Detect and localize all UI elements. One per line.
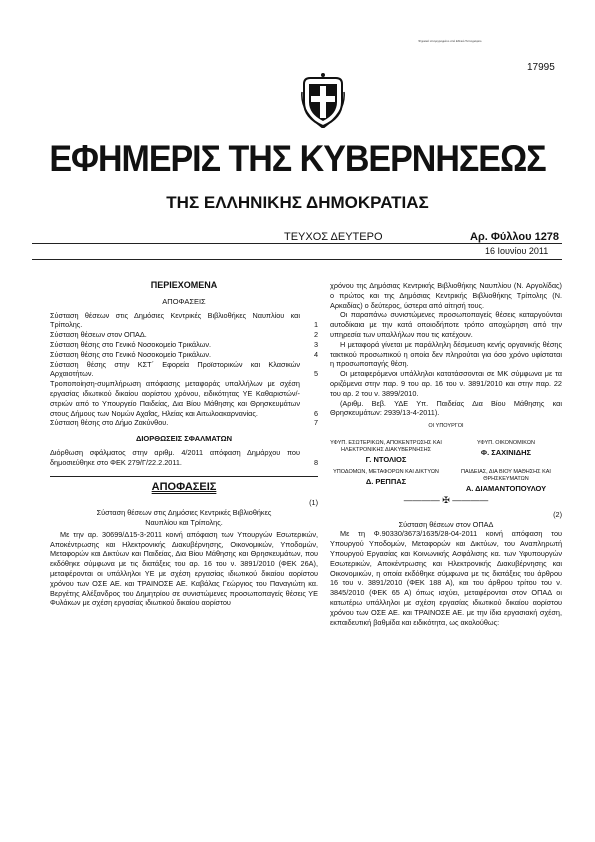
greek-coat-of-arms-icon — [300, 72, 346, 128]
toc-item-page: 4 — [313, 349, 318, 359]
signatory: ΥΦΥΠ. ΕΣΩΤΕΡΙΚΩΝ, ΑΠΟΚΕΝΤΡΩΣΗΣ ΚΑΙ ΗΛΕΚΤΡΟΝΙΚΗΣ ΔΙΑΚΥΒΕΡΝΗΣΗΣ Γ. ΝΤΟΛΙΟΣ — [330, 439, 442, 464]
right-column — [330, 281, 562, 627]
toc-item-page: 6 — [313, 408, 318, 418]
signatures — [330, 440, 562, 492]
header-divider — [32, 243, 562, 244]
toc-item-page: 5 — [313, 369, 318, 379]
decision-paragraph: Η μεταφορά γίνεται με παράλληλη δέσμευση κενής οργανικής θέσης τακτικού προσωπικού η οποία δεν πληρούται για όσο χρόνο υφίσταται η προσωποπαγής θέση. — [330, 339, 562, 369]
gazette-title: ΕΦΗΜΕΡΙΣ ΤΗΣ ΚΥΒΕΡΝΗΣΕΩΣ — [49, 138, 546, 180]
toc-item[interactable] — [50, 350, 318, 360]
toc-item-text: Σύσταση θέσης στο Γενικό Νοσοκομείο Τρικάλων. — [50, 339, 212, 349]
contents-heading: ΠΕΡΙΕΧΟΜΕΝΑ — [150, 280, 218, 290]
decision-protocol: (Αριθμ. Βεβ. ΥΔΕ Υπ. Παιδείας Δια Βίου Μάθησης και Θρησκευμάτων: 2939/13-4-2011). — [330, 398, 562, 418]
signatory: ΥΠΟΔΟΜΩΝ, ΜΕΤΑΦΟΡΩΝ ΚΑΙ ΔΙΚΤΥΩΝ Δ. ΡΕΠΠΑΣ — [330, 469, 442, 492]
toc-item-text: Σύσταση θέσεων στον ΟΠΑΔ. — [50, 330, 147, 340]
gazette-subtitle: ΤΗΣ ΕΛΛΗΝΙΚΗΣ ΔΗΜΟΚΡΑΤΙΑΣ — [166, 193, 429, 212]
toc-item-text: Σύσταση θέσης στην ΚΣΤ΄ Εφορεία Προϊστορικών και Κλασικών Αρχαιοτήτων. — [50, 359, 300, 379]
toc-item[interactable] — [50, 340, 318, 350]
toc-item-text: Διόρθωση σφάλματος στην αριθμ. 4/2011 απόφαση Δημάρχου που δημοσιεύθηκε στο ΦΕΚ 279/Γ/22.2.2011. — [50, 447, 300, 467]
toc-item[interactable] — [50, 379, 318, 418]
corrections-heading: ΔΙΟΡΘΩΣΕΙΣ ΣΦΑΛΜΑΤΩΝ — [135, 434, 233, 444]
issue-label: ΤΕΥΧΟΣ ΔΕΥΤΕΡΟ — [284, 231, 383, 243]
sheet-number: Αρ. Φύλλου 1278 — [470, 231, 560, 243]
decision-number: (1) — [309, 498, 318, 508]
signatory: ΠΑΙΔΕΙΑΣ, ΔΙΑ ΒΙΟΥ ΜΑΘΗΣΗΣ ΚΑΙ ΘΡΗΣΚΕΥΜΑΤΩΝ Α. ΔΙΑΜΑΝΤΟΠΟΥΛΟΥ — [450, 469, 562, 492]
contents-divider — [50, 476, 318, 477]
left-column — [50, 281, 318, 608]
decision-paragraph: Οι μεταφερόμενοι υπάλληλοι κατατάσσονται σε ΜΚ σύμφωνα με τα οριζόμενα στην παρ. 9 του αρ. 16 του ν. 3891/2010 και στην παρ. 22 του αρ. 2 του ν. 3899/2010. — [330, 369, 562, 398]
decision-title: Σύσταση θέσεων στις Δημόσιες Κεντρικές Βιβλιοθήκες Ναυπλίου και Τρίπολης. — [96, 508, 272, 527]
signatory-name: Δ. ΡΕΠΠΑΣ — [365, 476, 407, 486]
toc-item[interactable] — [50, 360, 318, 380]
toc-item[interactable] — [50, 311, 318, 331]
toc-item-page: 2 — [313, 330, 318, 340]
issue-date: 16 Ιουνίου 2011 — [485, 246, 549, 256]
decisions-banner: ΑΠΟΦΑΣΕΙΣ — [151, 480, 217, 493]
contents-decisions-heading: ΑΠΟΦΑΣΕΙΣ — [162, 296, 206, 306]
digital-signature-stamp: Ψηφιακά υπογεγραμμένο από Εθνικό Τυπογραφείο — [418, 39, 482, 43]
signatory: ΥΦΥΠ. ΟΙΚΟΝΟΜΙΚΩΝ Φ. ΣΑΧΙΝΙΔΗΣ — [450, 440, 562, 463]
toc-item[interactable] — [50, 418, 318, 428]
decision-title: Σύσταση θέσεων στον ΟΠΑΔ — [398, 519, 494, 529]
toc-item[interactable] — [50, 330, 318, 340]
decision-body-continued: χρόνου της Δημόσιας Κεντρικής Βιβλιοθήκης Ναυπλίου (Ν. Αργολίδας) ο πρώτος και της Δημόσιας Κεντρικής Βιβλιοθήκης Τρίπολης (Ν. Αρκαδίας) ο δεύτερος, ύστερα από αίτησή τους. — [330, 281, 562, 310]
page-number: 17995 — [527, 62, 555, 73]
decision-paragraph: Οι παραπάνω συνιστώμενες προσωποπαγείς θέσεις καταργούνται αυτοδίκαια με την κατά οποιοδήποτε τρόπο αποχώρηση από την υπηρεσία των υπαλλήλων που τις κατέχουν. — [330, 310, 562, 339]
header-divider-2 — [32, 259, 562, 260]
toc-item-page: 7 — [313, 418, 318, 428]
decision-number: (2) — [553, 509, 562, 519]
signatory-name: Α. ΔΙΑΜΑΝΤΟΠΟΥΛΟΥ — [465, 483, 547, 493]
toc-item-text: Σύσταση θέσης στο Γενικό Νοσοκομείο Τρικάλων. — [50, 349, 212, 359]
decision-body: Με την αρ. 30699/Δ15-3-2011 κοινή απόφαση των Υπουργών Εσωτερικών, Αποκέντρωσης και Ηλεκτρονικής Διακυβέρνησης, Οικονομικών, Υποδομών, Μεταφορών και Δικτύων και Παιδείας, Δια Βίου Μάθησης και Θρησκευμάτων, που εκδόθηκε σύμφωνα με τις διατάξεις του αρ. 16 του ν. 3891/2010 (ΦΕΚ 26Α), μεταφέρονται οι υπάλληλοι ΥΕ με σχέση εργασίας ιδιωτικού δικαίου αορίστου χρόνου των ΟΣΕ ΑΕ. και ΤΡΑΙΝΟΣΕ ΑΕ. Καβάλας Γεώργιος του Παναγιώτη κα. Βεργέτης Αλέξανδρος του Δημητρίου σε συνιστώμενες προσωποπαγείς θέσεις ΥΕ Φυλάκων με σχέση εργασίας ιδιωτικού δικαίου αορίστου — [50, 529, 318, 608]
toc-item-page: 8 — [313, 457, 318, 467]
signatory-name: Φ. ΣΑΧΙΝΙΔΗΣ — [480, 447, 532, 457]
ministers-label: ΟΙ ΥΠΟΥΡΓΟΙ — [428, 423, 464, 430]
ornament-divider-icon: ———— ✠ ———— — [403, 494, 489, 505]
toc-item-page: 1 — [313, 320, 318, 330]
toc-item-text: Σύσταση θέσεων στις Δημόσιες Κεντρικές Βιβλιοθήκες Ναυπλίου και Τρίπολης. — [50, 310, 300, 330]
toc-item-text: Σύσταση θέσης στο Δήμο Ζακύνθου. — [50, 418, 169, 428]
toc-item-page: 3 — [313, 339, 318, 349]
signatory-name: Γ. ΝΤΟΛΙΟΣ — [365, 454, 407, 464]
toc-item[interactable] — [50, 448, 318, 468]
toc-item-text: Τροποποίηση-συμπλήρωση απόφασης μεταφοράς υπαλλήλων με σχέση εργασίας ιδιωτικού δικαίου αορίστου χρόνου, ειδικότητας ΥΕ Καθαριστών/-στριών από το Υπουργείο Παιδείας, Δια Βίου Μάθησης και Θρησκευμάτων στους Δήμους των Νομών Αχαΐας, Ηλείας και Αιτωλοακαρνανίας. — [50, 379, 300, 418]
decision-body: Με τη Φ.90330/3673/1635/28-04-2011 κοινή απόφαση του Υπουργού Υποδομών, Μεταφορών και Δικτύων, του Αναπληρωτή Υπουργού Εργασίας και Κοινωνικής Ασφάλισης κα. των Υφυπουργών Εσωτερικών, Αποκέντρωσης και Ηλεκτρονικής Διακυβέρνησης και Οικονομικών, η οποία εκδόθηκε σύμφωνα με τις διατάξεις του άρθρου 16 του ν. 3891/2010 (ΦΕΚ 188 Α), και του άρθρου τρίτου του ν. 3845/2010 (ΦΕΚ 65 Α) όπως ισχύει, μεταφέρονται στον ΟΠΑΔ οι κατωτέρω υπάλληλοι με σχέση εργασίας ιδιωτικού δικαίου αορίστου χρόνου των ΟΣΕ ΑΕ. και ΤΡΑΙΝΟΣΕ ΑΕ. με την ίδια εργασιακή σχέση, εκπαιδευτική βαθμίδα και ειδικότητα, ως ακολούθως: — [330, 529, 562, 627]
